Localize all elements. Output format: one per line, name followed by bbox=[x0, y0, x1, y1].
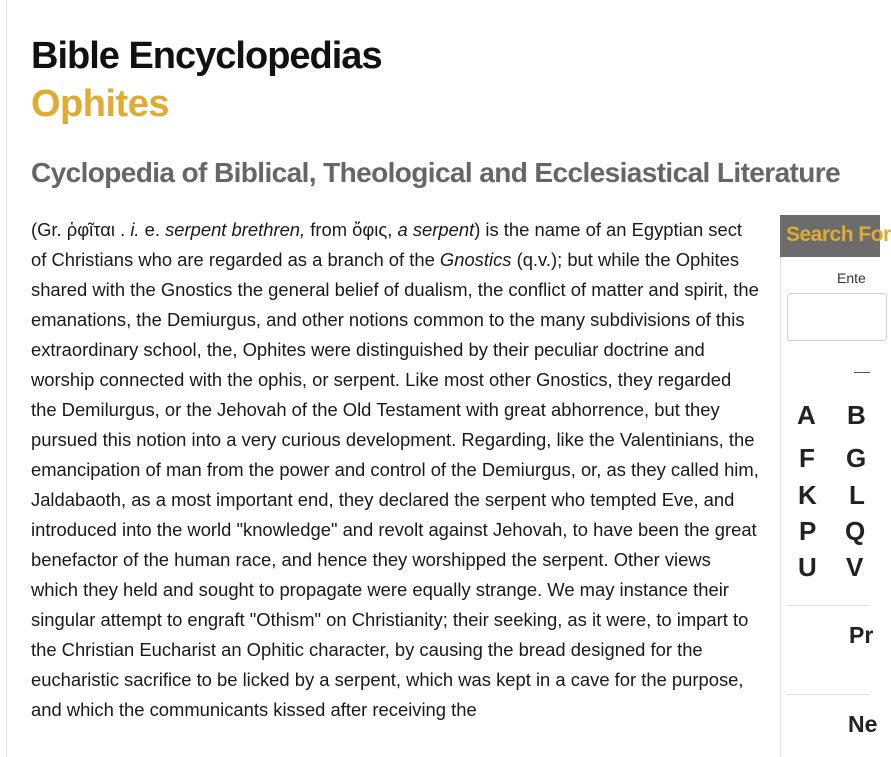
letter-link-l[interactable]: L bbox=[849, 480, 865, 510]
body-text-segment: ) is the name of an Egyptian sect of Christians who are regarded as a branch of the bbox=[31, 219, 743, 270]
italic-term: i. bbox=[130, 219, 140, 240]
letter-link-q[interactable]: Q bbox=[845, 516, 866, 546]
search-enter-label: Ente bbox=[837, 270, 866, 286]
body-text-segment: . bbox=[114, 219, 131, 240]
source-title: Cyclopedia of Biblical, Theological and Ecclesiastical Literature bbox=[31, 157, 841, 188]
letter-link-f[interactable]: F bbox=[799, 443, 815, 473]
letter-link-p[interactable]: P bbox=[799, 516, 817, 546]
site-title: Bible Encyclopedias bbox=[31, 35, 382, 77]
italic-term: serpent brethren, bbox=[165, 219, 306, 240]
letter-link-g[interactable]: G bbox=[846, 443, 867, 473]
letter-link-v[interactable]: V bbox=[846, 552, 864, 582]
body-text-segment: (Gr. bbox=[31, 219, 67, 240]
letter-link-b[interactable]: B bbox=[847, 400, 866, 430]
article-title: Ophites bbox=[31, 83, 169, 125]
sidebar-heading-fragment: Pr bbox=[849, 622, 874, 648]
body-text-segment: (q.v.); but while the Ophites shared with the Gnostics the general belief of dualism, the conflict of matter and spirit, the emanations, the Demiurgus, and other notions common to the many subdivisions of this extraordinary school, the, Ophites were distinguished by their peculiar doctrine and worship connected with the ophis, or serpent. Like most other Gnostics, they regarded the Demilurgus, or the Jehovah of the Old Testament with great abhorrence, but they pursued this notion into a very curious development. Regarding, like the Valentinians, the emancipation of man from the power and control of the Demiurgus, or, as they called him, Jaldabaoth, as a most important end, they declared the serpent who tempted Eve, and introduced into the world "knowledge" and revolt against Jehovah, to have been the great benefactor of the human race, and hence they worshipped the serpent. Other views which they held and sought to propagate were equally strange. We may instance their singular attempt to engraft "Othism" on Christianity; their seeking, as it were, to impart to the Christian Eucharist an Ophitic character, by causing the bread designed for the eucharistic sacrifice to be licked by a serpent, which was kept in a cave for the purpose, and which the communicants kissed after receiving the bbox=[31, 249, 759, 720]
sidebar-border bbox=[780, 257, 781, 757]
sidebar-divider bbox=[786, 605, 870, 606]
search-heading: Search For bbox=[786, 223, 891, 246]
article-body bbox=[31, 215, 761, 725]
search-input[interactable] bbox=[787, 293, 887, 341]
divider bbox=[854, 372, 870, 373]
letter-link-u[interactable]: U bbox=[798, 552, 817, 582]
greek-term: ὄφις bbox=[352, 219, 388, 240]
sidebar-heading-fragment: Ne bbox=[848, 711, 878, 737]
gnostics-link[interactable]: Gnostics bbox=[439, 249, 512, 270]
italic-term: a serpent bbox=[397, 219, 475, 240]
body-text-segment: , bbox=[387, 219, 398, 240]
sidebar-divider bbox=[786, 694, 870, 695]
body-text-segment: from bbox=[305, 219, 353, 240]
letter-link-k[interactable]: K bbox=[798, 480, 817, 510]
body-text-segment: e. bbox=[139, 219, 166, 240]
left-border bbox=[6, 0, 7, 757]
letter-link-a[interactable]: A bbox=[797, 400, 816, 430]
greek-term: ῥφῖται bbox=[66, 219, 115, 240]
search-panel-header bbox=[780, 215, 891, 257]
